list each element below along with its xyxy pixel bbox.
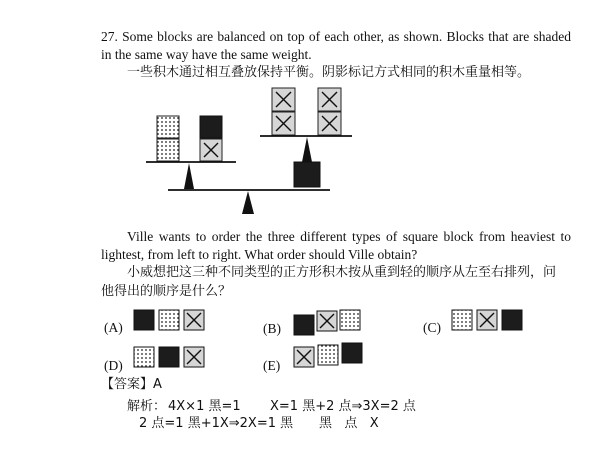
analysis-step-3: 2 点=1 黑+1X⇒2X=1 黑 [139,416,294,431]
analysis-step-2: X=1 黑+2 点⇒3X=2 点 [270,399,416,414]
black-block [502,310,522,330]
black-block [294,315,314,335]
dotted-block [159,310,179,330]
question-text-1: Some blocks are balanced on top of each other, as shown. Blocks that are shaded [122,29,572,44]
chinese-task-line-2: 他得出的顺序是什么？ [101,284,232,299]
option-c-label: (C) [423,320,441,335]
black-block [342,343,362,363]
chinese-description: 一些积木通过相互叠放保持平衡。阴影标记方式相同的积木重量相等。 [127,65,531,80]
option-b-blocks [294,310,360,335]
option-e-label: (E) [263,358,281,373]
option-a-label: (A) [104,320,123,335]
cross-block [294,347,314,367]
option-a-blocks [134,310,204,330]
cross-block [317,311,337,331]
task-line-2: lightest, from left to right. What order should Ville obtain? [101,247,418,262]
question-line-2: in the same way have the same weight. [101,47,312,62]
question-number: 27. [101,29,118,44]
option-b-label: (B) [263,321,281,336]
cross-block [477,310,497,330]
cross-block [184,347,204,367]
analysis-step-1: 4X×1 黑=1 [168,399,241,414]
analysis-label: 解析： [127,399,167,414]
analysis-result: 黑 点 X [319,416,379,431]
answer-line: 【答案】A [101,377,162,392]
chinese-task-line-1: 小威想把这三种不同类型的正方形积木按从重到轻的顺序从左至右排列，问 [127,265,557,280]
black-block [159,347,179,367]
dotted-block [134,347,154,367]
option-c-blocks [452,310,522,330]
dotted-block [452,310,472,330]
option-e-blocks [294,343,362,367]
option-d-blocks [134,347,204,367]
cross-block [184,310,204,330]
task-line-1: Ville wants to order the three different types of square block from heaviest to [127,229,571,244]
option-d-label: (D) [104,358,123,373]
dotted-block [340,310,360,330]
black-block [134,310,154,330]
dotted-block [318,345,338,365]
